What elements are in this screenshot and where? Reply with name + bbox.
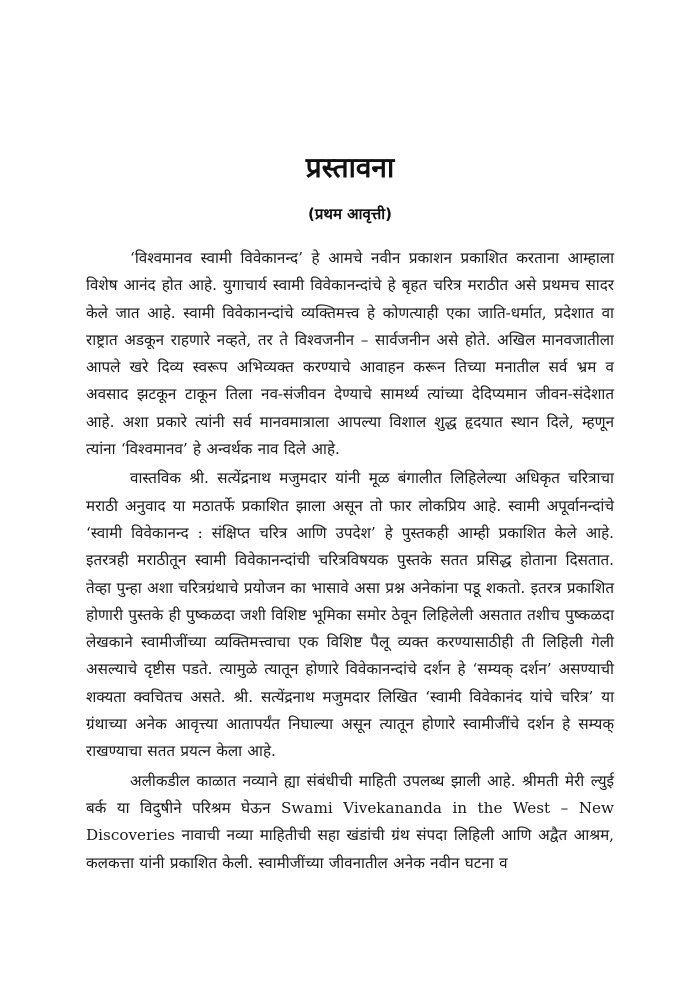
paragraph-1: ‘विश्वमानव स्वामी विवेकानन्द’ हे आमचे नवीन प्रकाशन प्रकाशित करताना आम्हाला विशेष आनंद होत आहे. युगाचार्य स्वामी विवेकानन्दांचे हे बृहत चरित्र मराठीत असे प्रथमच सादर केले जात आहे. स्वामी विवेकानन्दांचे व्यक्तिमत्त्व हे कोणत्याही एका जाति-धर्मात, प्रदेशात वा राष्ट्रात अडकून राहणारे नव्हते, तर ते विश्वजनीन – सार्वजनीन असे होते. अखिल मानवजातीला आपले खरे दिव्य स्वरूप अभिव्यक्त करण्याचे आवाहन करून तिच्या मनातील सर्व भ्रम व अवसाद झटकून टाकून तिला नव-संजीवन देण्याचे सामर्थ्य त्यांच्या देदिप्यमान जीवन-संदेशात आहे. अशा प्रकारे त्यांनी सर्व मानवमात्राला आपल्या विशाल शुद्ध हृदयात स्थान दिले, म्हणून त्यांना ‘विश्वमानव’ हे अन्वर्थक नाव दिले आहे. <box>86 249 614 459</box>
paragraph-2: वास्तविक श्री. सत्येंद्रनाथ मजुमदार यांनी मूळ बंगालीत लिहिलेल्या अधिकृत चरित्राचा मराठी अनुवाद या मठातर्फे प्रकाशित झाला असून तो फार लोकप्रिय आहे. स्वामी अपूर्वानन्दांचे ‘स्वामी विवेकानन्द : संक्षिप्त चरित्र आणि उपदेश’ हे पुस्तकही आम्ही प्रकाशित केले आहे. इतरत्रही मराठीतून स्वामी विवेकानन्दांची चरित्रविषयक पुस्तके सतत प्रसिद्ध होताना दिसतात. तेव्हा पुन्हा अशा चरित्रग्रंथाचे प्रयोजन का भासावे असा प्रश्न अनेकांना पडू शकतो. इतरत्र प्रकाशित होणारी पुस्तके ही पुष्कळदा जशी विशिष्ट भूमिका समोर ठेवून लिहिलेली असतात तशीच पुष्कळदा लेखकाने स्वामीजींच्या व्यक्तिमत्त्वाचा एक विशिष्ट पैलू व्यक्त करण्यासाठीही ती लिहिली गेली असल्याचे दृष्टीस पडते. त्यामुळे त्यातून होणारे विवेकानन्दांचे दर्शन हे ‘सम्यक् दर्शन’ असण्याची शक्यता क्वचितच असते. श्री. सत्येंद्रनाथ मजुमदार लिखित ‘स्वामी विवेकानंद यांचे चरित्र’ या ग्रंथाच्या अनेक आवृत्त्या आतापर्यंत निघाल्या असून त्यातून होणारे स्वामीजींचे दर्शन हे सम्यक् राखण्याचा सतत प्रयत्न केला आहे. <box>86 469 614 761</box>
body-text <box>86 245 614 879</box>
paragraph-3: अलीकडील काळात नव्याने ह्या संबंधीची माहिती उपलब्ध झाली आहे. श्रीमती मेरी ल्युई बर्क या विदुषीने परिश्रम घेऊन Swami Vivekananda in the West – New Discoveries नावाची नव्या माहितीची सहा खंडांची ग्रंथ संपदा लिहिली आणि अद्वैत आश्रम, कलकत्ता यांनी प्रकाशित केली. स्वामीजींच्या जीवनातील अनेक नवीन घटना व <box>86 771 614 872</box>
edition-subtitle: (प्रथम आवृत्ती) <box>308 205 392 223</box>
page-title: प्रस्तावना <box>305 151 395 184</box>
